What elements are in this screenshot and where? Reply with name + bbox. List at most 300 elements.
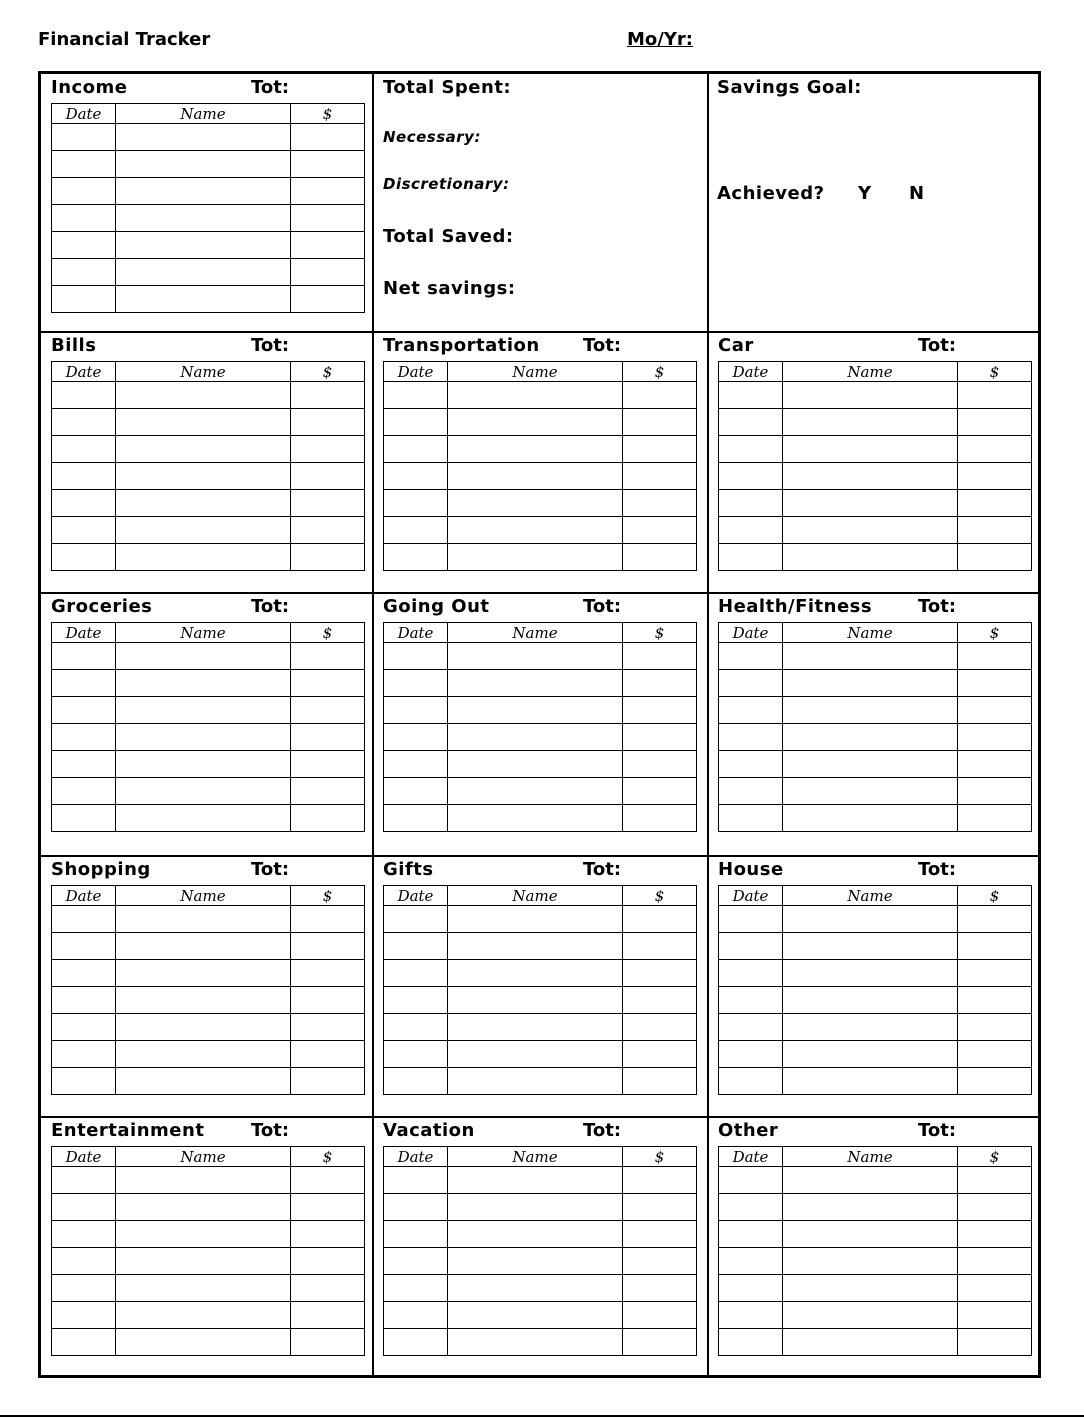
amount-cell[interactable] xyxy=(623,1167,697,1194)
date-cell[interactable] xyxy=(719,670,783,697)
amount-cell[interactable] xyxy=(291,517,365,544)
amount-cell[interactable] xyxy=(291,409,365,436)
name-cell[interactable] xyxy=(116,751,291,778)
name-cell[interactable] xyxy=(116,178,291,205)
amount-cell[interactable] xyxy=(291,1167,365,1194)
date-cell[interactable] xyxy=(52,382,116,409)
table-row xyxy=(384,409,697,436)
date-cell[interactable] xyxy=(52,778,116,805)
amount-cell[interactable] xyxy=(291,178,365,205)
name-cell[interactable] xyxy=(448,463,623,490)
name-cell[interactable] xyxy=(116,778,291,805)
amount-cell[interactable] xyxy=(958,409,1032,436)
name-cell[interactable] xyxy=(448,960,623,987)
name-cell[interactable] xyxy=(448,697,623,724)
amount-cell[interactable] xyxy=(291,382,365,409)
date-cell[interactable] xyxy=(719,724,783,751)
name-column-header: Name xyxy=(116,362,291,382)
date-cell[interactable] xyxy=(52,1248,116,1275)
date-cell[interactable] xyxy=(384,1068,448,1095)
amount-cell[interactable] xyxy=(291,490,365,517)
amount-cell[interactable] xyxy=(958,960,1032,987)
amount-cell[interactable] xyxy=(623,778,697,805)
name-cell[interactable] xyxy=(783,1014,958,1041)
name-cell[interactable] xyxy=(448,490,623,517)
table-row xyxy=(719,463,1032,490)
name-cell[interactable] xyxy=(783,697,958,724)
amount-cell[interactable] xyxy=(958,805,1032,832)
name-cell[interactable] xyxy=(783,490,958,517)
amount-cell[interactable] xyxy=(623,1329,697,1356)
name-cell[interactable] xyxy=(448,724,623,751)
name-cell[interactable] xyxy=(116,436,291,463)
name-cell[interactable] xyxy=(116,1221,291,1248)
amount-cell[interactable] xyxy=(291,960,365,987)
table-row xyxy=(719,805,1032,832)
amount-cell[interactable] xyxy=(291,463,365,490)
amount-cell[interactable] xyxy=(623,382,697,409)
date-cell[interactable] xyxy=(719,1248,783,1275)
name-cell[interactable] xyxy=(116,1275,291,1302)
amount-cell[interactable] xyxy=(623,1248,697,1275)
date-cell[interactable] xyxy=(52,906,116,933)
amount-cell[interactable] xyxy=(623,1221,697,1248)
name-cell[interactable] xyxy=(783,1041,958,1068)
name-cell[interactable] xyxy=(116,1041,291,1068)
date-cell[interactable] xyxy=(384,1041,448,1068)
date-cell[interactable] xyxy=(52,1167,116,1194)
date-cell[interactable] xyxy=(384,933,448,960)
name-cell[interactable] xyxy=(116,960,291,987)
amount-cell[interactable] xyxy=(623,544,697,571)
date-cell[interactable] xyxy=(719,778,783,805)
date-cell[interactable] xyxy=(384,1275,448,1302)
name-cell[interactable] xyxy=(448,1329,623,1356)
amount-cell[interactable] xyxy=(958,1014,1032,1041)
amount-cell[interactable] xyxy=(958,1275,1032,1302)
date-cell[interactable] xyxy=(52,670,116,697)
date-cell[interactable] xyxy=(52,232,116,259)
section-title: Income xyxy=(51,77,128,98)
amount-cell[interactable] xyxy=(623,1194,697,1221)
name-cell[interactable] xyxy=(116,670,291,697)
date-cell[interactable] xyxy=(384,960,448,987)
date-cell[interactable] xyxy=(384,1167,448,1194)
name-cell[interactable] xyxy=(116,463,291,490)
date-cell[interactable] xyxy=(384,751,448,778)
name-cell[interactable] xyxy=(448,1248,623,1275)
amount-cell[interactable] xyxy=(623,409,697,436)
vacation-table xyxy=(383,1146,697,1356)
name-cell[interactable] xyxy=(448,517,623,544)
amount-cell[interactable] xyxy=(623,1014,697,1041)
amount-cell[interactable] xyxy=(623,517,697,544)
date-cell[interactable] xyxy=(52,1194,116,1221)
amount-cell[interactable] xyxy=(958,751,1032,778)
amount-cell[interactable] xyxy=(958,643,1032,670)
date-cell[interactable] xyxy=(384,1248,448,1275)
name-cell[interactable] xyxy=(448,751,623,778)
date-cell[interactable] xyxy=(719,1167,783,1194)
date-cell[interactable] xyxy=(384,906,448,933)
date-cell[interactable] xyxy=(384,697,448,724)
date-cell[interactable] xyxy=(52,933,116,960)
name-cell[interactable] xyxy=(783,517,958,544)
amount-cell[interactable] xyxy=(291,124,365,151)
name-cell[interactable] xyxy=(448,1275,623,1302)
amount-cell[interactable] xyxy=(291,1302,365,1329)
amount-cell[interactable] xyxy=(623,987,697,1014)
name-cell[interactable] xyxy=(783,906,958,933)
name-cell[interactable] xyxy=(448,987,623,1014)
name-cell[interactable] xyxy=(783,436,958,463)
amount-cell[interactable] xyxy=(623,697,697,724)
name-cell[interactable] xyxy=(783,1329,958,1356)
name-cell[interactable] xyxy=(448,670,623,697)
date-cell[interactable] xyxy=(719,544,783,571)
name-cell[interactable] xyxy=(116,1329,291,1356)
name-cell[interactable] xyxy=(448,1014,623,1041)
date-cell[interactable] xyxy=(719,1041,783,1068)
date-cell[interactable] xyxy=(52,751,116,778)
table-row xyxy=(384,1041,697,1068)
amount-cell[interactable] xyxy=(291,751,365,778)
amount-cell[interactable] xyxy=(291,1041,365,1068)
amount-cell[interactable] xyxy=(623,490,697,517)
name-cell[interactable] xyxy=(116,517,291,544)
date-cell[interactable] xyxy=(52,1275,116,1302)
name-cell[interactable] xyxy=(116,1068,291,1095)
date-cell[interactable] xyxy=(384,1014,448,1041)
amount-cell[interactable] xyxy=(958,463,1032,490)
amount-cell[interactable] xyxy=(958,906,1032,933)
date-cell[interactable] xyxy=(52,643,116,670)
name-cell[interactable] xyxy=(448,906,623,933)
name-cell[interactable] xyxy=(116,906,291,933)
date-cell[interactable] xyxy=(52,259,116,286)
necessary-label: Necessary: xyxy=(383,128,481,146)
name-cell[interactable] xyxy=(783,1221,958,1248)
date-cell[interactable] xyxy=(52,544,116,571)
name-cell[interactable] xyxy=(783,670,958,697)
date-cell[interactable] xyxy=(384,490,448,517)
amount-cell[interactable] xyxy=(623,1068,697,1095)
name-cell[interactable] xyxy=(116,724,291,751)
date-cell[interactable] xyxy=(384,987,448,1014)
date-cell[interactable] xyxy=(52,463,116,490)
amount-cell[interactable] xyxy=(291,906,365,933)
date-cell[interactable] xyxy=(52,409,116,436)
name-cell[interactable] xyxy=(783,805,958,832)
amount-cell[interactable] xyxy=(291,1329,365,1356)
name-cell[interactable] xyxy=(116,1167,291,1194)
date-cell[interactable] xyxy=(719,906,783,933)
amount-cell[interactable] xyxy=(623,670,697,697)
name-cell[interactable] xyxy=(116,232,291,259)
table-row xyxy=(52,1275,365,1302)
table-row xyxy=(52,1041,365,1068)
date-cell[interactable] xyxy=(719,1302,783,1329)
name-cell[interactable] xyxy=(448,544,623,571)
name-cell[interactable] xyxy=(116,933,291,960)
name-cell[interactable] xyxy=(116,987,291,1014)
amount-cell[interactable] xyxy=(958,1329,1032,1356)
date-cell[interactable] xyxy=(52,1221,116,1248)
name-cell[interactable] xyxy=(116,1302,291,1329)
name-cell[interactable] xyxy=(448,436,623,463)
date-cell[interactable] xyxy=(52,178,116,205)
date-cell[interactable] xyxy=(384,463,448,490)
amount-cell[interactable] xyxy=(291,805,365,832)
date-cell[interactable] xyxy=(384,409,448,436)
amount-cell[interactable] xyxy=(291,544,365,571)
amount-cell[interactable] xyxy=(623,906,697,933)
amount-cell[interactable] xyxy=(958,436,1032,463)
name-cell[interactable] xyxy=(783,382,958,409)
date-cell[interactable] xyxy=(52,490,116,517)
name-cell[interactable] xyxy=(116,205,291,232)
date-cell[interactable] xyxy=(719,436,783,463)
amount-cell[interactable] xyxy=(958,670,1032,697)
date-cell[interactable] xyxy=(719,1275,783,1302)
table-row xyxy=(384,1275,697,1302)
amount-cell[interactable] xyxy=(958,933,1032,960)
name-cell[interactable] xyxy=(783,1302,958,1329)
table-row xyxy=(719,1302,1032,1329)
name-cell[interactable] xyxy=(116,1014,291,1041)
name-cell[interactable] xyxy=(116,490,291,517)
total-label: Tot: xyxy=(918,1120,957,1141)
date-cell[interactable] xyxy=(719,517,783,544)
amount-cell[interactable] xyxy=(958,1194,1032,1221)
name-cell[interactable] xyxy=(783,544,958,571)
amount-cell[interactable] xyxy=(291,232,365,259)
date-cell[interactable] xyxy=(719,1329,783,1356)
date-cell[interactable] xyxy=(719,987,783,1014)
name-cell[interactable] xyxy=(116,124,291,151)
name-cell[interactable] xyxy=(783,751,958,778)
name-cell[interactable] xyxy=(448,1167,623,1194)
name-cell[interactable] xyxy=(116,1194,291,1221)
date-cell[interactable] xyxy=(52,205,116,232)
date-cell[interactable] xyxy=(719,643,783,670)
name-cell[interactable] xyxy=(783,1248,958,1275)
name-cell[interactable] xyxy=(116,151,291,178)
name-cell[interactable] xyxy=(448,382,623,409)
amount-cell[interactable] xyxy=(291,643,365,670)
name-cell[interactable] xyxy=(783,1068,958,1095)
date-cell[interactable] xyxy=(52,697,116,724)
table-row xyxy=(52,697,365,724)
date-cell[interactable] xyxy=(52,1041,116,1068)
amount-cell[interactable] xyxy=(291,670,365,697)
amount-cell[interactable] xyxy=(958,1221,1032,1248)
amount-cell[interactable] xyxy=(623,724,697,751)
name-cell[interactable] xyxy=(448,409,623,436)
amount-cell[interactable] xyxy=(623,463,697,490)
name-cell[interactable] xyxy=(448,1068,623,1095)
date-cell[interactable] xyxy=(52,724,116,751)
date-cell[interactable] xyxy=(384,778,448,805)
amount-cell[interactable] xyxy=(291,151,365,178)
amount-cell[interactable] xyxy=(958,490,1032,517)
total-label: Tot: xyxy=(583,335,622,356)
date-cell[interactable] xyxy=(384,805,448,832)
name-cell[interactable] xyxy=(116,544,291,571)
name-cell[interactable] xyxy=(116,1248,291,1275)
name-cell[interactable] xyxy=(448,1041,623,1068)
section-health-fitness xyxy=(708,593,1042,853)
amount-cell[interactable] xyxy=(958,517,1032,544)
date-cell[interactable] xyxy=(719,409,783,436)
date-cell[interactable] xyxy=(384,724,448,751)
total-label: Tot: xyxy=(251,859,290,880)
name-cell[interactable] xyxy=(783,1194,958,1221)
amount-cell[interactable] xyxy=(623,805,697,832)
date-cell[interactable] xyxy=(52,960,116,987)
amount-cell[interactable] xyxy=(291,286,365,313)
name-cell[interactable] xyxy=(783,463,958,490)
date-cell[interactable] xyxy=(52,436,116,463)
amount-cell[interactable] xyxy=(958,724,1032,751)
date-cell[interactable] xyxy=(52,1329,116,1356)
date-cell[interactable] xyxy=(52,124,116,151)
amount-cell[interactable] xyxy=(958,1167,1032,1194)
name-cell[interactable] xyxy=(116,409,291,436)
table-row xyxy=(719,1014,1032,1041)
amount-cell[interactable] xyxy=(958,382,1032,409)
amount-cell[interactable] xyxy=(291,724,365,751)
date-cell[interactable] xyxy=(719,1014,783,1041)
amount-cell[interactable] xyxy=(623,1275,697,1302)
date-cell[interactable] xyxy=(719,1068,783,1095)
date-cell[interactable] xyxy=(719,960,783,987)
table-row xyxy=(384,1248,697,1275)
amount-cell[interactable] xyxy=(291,1014,365,1041)
amount-cell[interactable] xyxy=(291,778,365,805)
amount-cell[interactable] xyxy=(958,1041,1032,1068)
amount-cell[interactable] xyxy=(958,778,1032,805)
amount-cell[interactable] xyxy=(623,643,697,670)
date-cell[interactable] xyxy=(719,751,783,778)
date-cell[interactable] xyxy=(52,286,116,313)
amount-cell[interactable] xyxy=(291,1194,365,1221)
amount-cell[interactable] xyxy=(291,933,365,960)
amount-cell[interactable] xyxy=(291,987,365,1014)
date-cell[interactable] xyxy=(52,517,116,544)
date-cell[interactable] xyxy=(719,933,783,960)
amount-cell[interactable] xyxy=(291,1221,365,1248)
name-cell[interactable] xyxy=(116,805,291,832)
name-cell[interactable] xyxy=(783,933,958,960)
date-cell[interactable] xyxy=(52,1302,116,1329)
name-cell[interactable] xyxy=(448,933,623,960)
name-cell[interactable] xyxy=(783,960,958,987)
date-cell[interactable] xyxy=(719,382,783,409)
name-cell[interactable] xyxy=(448,1194,623,1221)
name-cell[interactable] xyxy=(448,1302,623,1329)
date-cell[interactable] xyxy=(719,463,783,490)
date-cell[interactable] xyxy=(384,670,448,697)
date-cell[interactable] xyxy=(52,805,116,832)
name-cell[interactable] xyxy=(783,724,958,751)
name-cell[interactable] xyxy=(783,409,958,436)
table-row xyxy=(384,670,697,697)
name-cell[interactable] xyxy=(783,1275,958,1302)
date-cell[interactable] xyxy=(719,1221,783,1248)
date-cell[interactable] xyxy=(52,987,116,1014)
name-cell[interactable] xyxy=(116,286,291,313)
amount-cell[interactable] xyxy=(623,436,697,463)
name-cell[interactable] xyxy=(783,987,958,1014)
table-row xyxy=(384,1302,697,1329)
date-column-header: Date xyxy=(52,886,116,906)
achieved-yes-option[interactable]: Y xyxy=(858,183,872,204)
date-cell[interactable] xyxy=(384,517,448,544)
amount-cell[interactable] xyxy=(291,1068,365,1095)
date-cell[interactable] xyxy=(384,1302,448,1329)
total-label: Tot: xyxy=(918,335,957,356)
amount-cell[interactable] xyxy=(623,933,697,960)
date-cell[interactable] xyxy=(384,382,448,409)
name-cell[interactable] xyxy=(116,697,291,724)
name-cell[interactable] xyxy=(783,643,958,670)
date-cell[interactable] xyxy=(384,1194,448,1221)
amount-cell[interactable] xyxy=(291,697,365,724)
amount-cell[interactable] xyxy=(623,960,697,987)
date-cell[interactable] xyxy=(384,643,448,670)
achieved-no-option[interactable]: N xyxy=(909,183,925,204)
amount-cell[interactable] xyxy=(623,1302,697,1329)
date-cell[interactable] xyxy=(384,1221,448,1248)
amount-cell[interactable] xyxy=(623,1041,697,1068)
amount-cell[interactable] xyxy=(291,1248,365,1275)
date-cell[interactable] xyxy=(52,1014,116,1041)
name-cell[interactable] xyxy=(448,778,623,805)
amount-cell[interactable] xyxy=(291,436,365,463)
name-cell[interactable] xyxy=(448,1221,623,1248)
name-cell[interactable] xyxy=(116,259,291,286)
amount-cell[interactable] xyxy=(958,544,1032,571)
amount-cell[interactable] xyxy=(958,1248,1032,1275)
name-cell[interactable] xyxy=(783,778,958,805)
name-cell[interactable] xyxy=(783,1167,958,1194)
date-cell[interactable] xyxy=(719,697,783,724)
date-cell[interactable] xyxy=(52,1068,116,1095)
name-cell[interactable] xyxy=(116,643,291,670)
amount-cell[interactable] xyxy=(291,205,365,232)
date-cell[interactable] xyxy=(719,805,783,832)
date-cell[interactable] xyxy=(719,1194,783,1221)
amount-cell[interactable] xyxy=(958,697,1032,724)
amount-cell[interactable] xyxy=(291,259,365,286)
table-row xyxy=(384,1194,697,1221)
amount-cell[interactable] xyxy=(958,1068,1032,1095)
date-cell[interactable] xyxy=(384,544,448,571)
name-cell[interactable] xyxy=(448,643,623,670)
amount-cell[interactable] xyxy=(623,751,697,778)
date-cell[interactable] xyxy=(384,436,448,463)
amount-cell[interactable] xyxy=(958,1302,1032,1329)
date-cell[interactable] xyxy=(384,1329,448,1356)
name-cell[interactable] xyxy=(448,805,623,832)
name-cell[interactable] xyxy=(116,382,291,409)
table-row xyxy=(52,778,365,805)
amount-cell[interactable] xyxy=(291,1275,365,1302)
amount-cell[interactable] xyxy=(958,987,1032,1014)
date-cell[interactable] xyxy=(52,151,116,178)
date-cell[interactable] xyxy=(719,490,783,517)
